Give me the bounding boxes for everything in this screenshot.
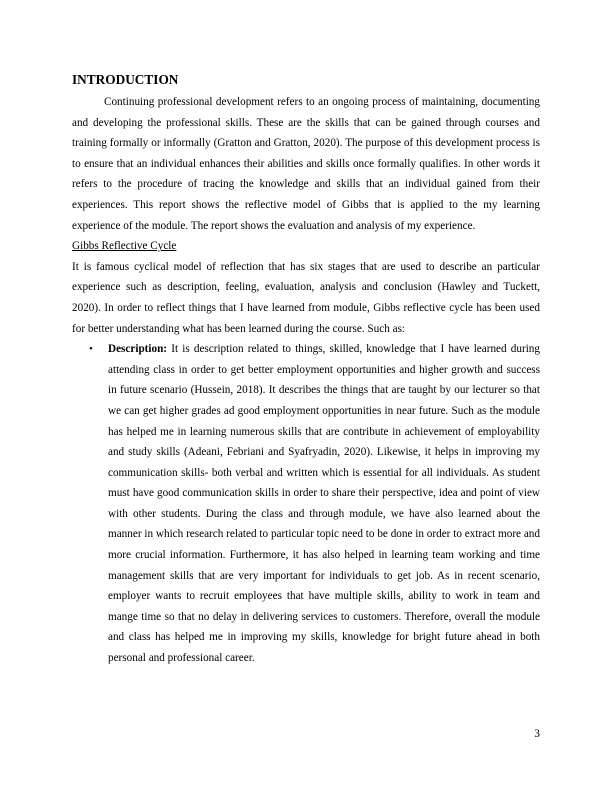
section-heading: INTRODUCTION [72,72,179,87]
gibbs-subheading: Gibbs Reflective Cycle [72,240,177,253]
page-number: 3 [534,728,540,740]
page-content [72,70,540,669]
bullet-item-description [72,339,540,669]
bullet-term: Description: [108,343,168,356]
bullet-list [72,339,540,669]
bullet-text: It is description related to things, skilled, knowledge that I have learned during attending class in order to get better employment opportunities and higher growth and success in future scenario (Hussein, 2018). It describes the things that are taught by our lecturer so that we can get higher grades ad good employment opportunities in near future. Such as the module has helped me in learning numerous skills that are contribute in achievement of employability and study skills (Adeani, Febriani and Syafryadin, 2020). Likewise, it helps in improving my communication skills- both verbal and written which is essential for all individuals. As student must have good communication skills in order to share their perspective, idea and point of view with other students. During the class and through module, we have also learned about the manner in which research related to particular topic need to be done in order to extract more and more crucial information. Furthermore, it has also helped in learning team working and time management skills that are very important for individuals to get job. As in recent scenario, employer wants to recruit employees that have multiple skills, ability to work in team and mange time so that no delay in delivering services to customers. Therefore, overall the module and class has helped me in improving my skills, knowledge for bright future ahead in both personal and professional career. [108,343,540,665]
intro-paragraph: Continuing professional development refers to an ongoing process of maintaining, documenting and developing the professional skills. These are the skills that can be gained through courses and training formally or informally (Gratton and Gratton, 2020). The purpose of this development process is to ensure that an individual enhances their abilities and skills once formally qualifies. In other words it refers to the procedure of tracing the knowledge and skills that an individual gained from their experiences. This report shows the reflective model of Gibbs that is applied to the my learning experience of the module. The report shows the evaluation and analysis of my experience. [72,96,540,232]
gibbs-paragraph: It is famous cyclical model of reflection that has six stages that are used to describe an particular experience such as description, feeling, evaluation, analysis and conclusion (Hawley and Tuckett, 2020). In order to reflect things that I have learned from module, Gibbs reflective cycle has been used for better understanding what has been learned during the course. Such as: [72,260,540,335]
bullet-dot-icon: • [89,343,93,356]
